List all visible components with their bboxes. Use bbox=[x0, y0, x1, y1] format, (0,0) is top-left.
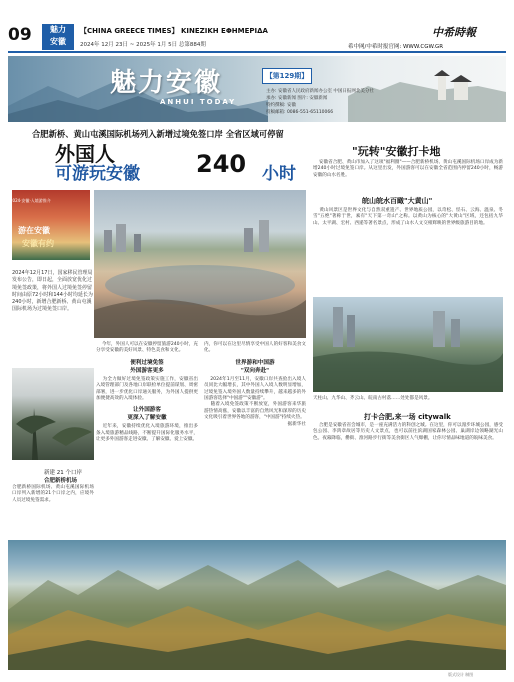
headline-line-1: 外国人 bbox=[55, 142, 115, 166]
pine-tree-icon bbox=[12, 368, 94, 460]
section-banner bbox=[8, 56, 506, 122]
header-divider bbox=[8, 51, 506, 53]
issue-badge: 【第129期】 bbox=[262, 68, 312, 84]
mountain-range-icon bbox=[8, 540, 506, 670]
mountain-panorama-photo bbox=[8, 540, 506, 670]
sidebar-body-2: 合肥是安徽省省会城市，是一座充满活力的科创之城。在这里，你可以漫步环城公园，感受包公园、李鸿章故居等历史人文景点，也可以前往滨湖国家森林公园、巢湖岸边领略湖光山色。夜幕降临，罍街、淮河路步行街等美食街区人气爆棚，让你尽情品味地道的皖味美食。 bbox=[313, 423, 503, 441]
article-subheading: 便利过境免签 外国游客更多 bbox=[130, 359, 164, 374]
lake-photo-caption: 天柱山、九华山、齐云山、皖南古村落……处处都是风景。 bbox=[313, 396, 433, 401]
headline-number: 240 bbox=[196, 150, 247, 178]
photo-caption-title: 新建 21 个口岸 bbox=[44, 470, 82, 476]
skyline-icon bbox=[313, 297, 503, 392]
article-paragraph: 随着入境免签政策不断放宽，外国游客来华旅游热情高涨，安徽以丰富的自然风光和深厚的历史文化吸引着世界各地的游客，"中国游"持续火热。 bbox=[204, 402, 306, 421]
mountain-silhouette-icon bbox=[8, 56, 506, 122]
article-subheading: 世界游和中国游 "双向奔赴" bbox=[235, 359, 275, 374]
intro-paragraph: 2024年12月17日，国家移民管理局发布公告，即日起，全面放宽优化过境免签政策，将外国人过境免签停留时间由原72小时和144小时均延长为240小时，新增合肥新桥、黄山屯溪国际机场为过境免签口岸。 bbox=[12, 270, 93, 313]
banner-credits: 主办: 安徽省人民政府新闻办公室 中国日报网北美分社 承办: 安徽新闻 图片: 安徽新闻 特约撰稿: 安徽 投稿邮箱: 0086-551-65110066 bbox=[266, 89, 374, 115]
publication-name: 【CHINA GREECE TIMES】 KINEZIKH EΦHMEPIΔA bbox=[80, 27, 268, 35]
sidebar-body-1: 黄山风景区是世界文化与自然双重遗产、世界地质公园，以奇松、怪石、云海、温泉、冬雪"五绝"著称于世，素有"天下第一奇山"之称。以黄山为核心的"大黄山"区域，还包括九华山、太平湖、宏村、西递等著名景点，形成了山水人文交相辉映的世界级旅游目的地。 bbox=[313, 208, 503, 226]
sidebar-title: "玩转"安徽打卡地 bbox=[352, 145, 441, 158]
article-paragraph: 今年，外国人可以在安徽停留旅游240小时，充分享受安徽的美好风景、特色美食和文化。 bbox=[96, 342, 198, 354]
article-column-a bbox=[96, 342, 198, 444]
issue-date: 2024年 12月 23日 ~ 2025年 1月 5日 总第884期 bbox=[80, 42, 206, 48]
section-label: 魅力 安徽 bbox=[42, 24, 74, 50]
headline-unit: 小时 bbox=[262, 164, 296, 184]
article-paragraph: 近年来，安徽持续优化入境旅游环境，推出多条入境旅游精品线路，不断提升国际化服务水平，让更多外国游客走进安徽、了解安徽、爱上安徽。 bbox=[96, 424, 198, 443]
city-skyline-icon bbox=[94, 190, 306, 338]
headline-kicker: 合肥新桥、黄山屯溪国际机场列入新增过境免签口岸 全省区域可停留 bbox=[32, 129, 284, 139]
promo-image-caption: 2024·安徽·入境游推介 bbox=[10, 198, 51, 203]
newspaper-logo: 中希時報 bbox=[432, 26, 476, 39]
article-paragraph: 2024年1月至11月，安徽口岸共查验出入境人员同比大幅增长，其中外国人入境人数明显增加，过境免签入境外国人数量持续攀升，越来越多的外国游客选择"中国游""安徽游"。 bbox=[204, 376, 307, 402]
banner-subtitle: ANHUI TODAY bbox=[160, 98, 237, 106]
airport-photo bbox=[12, 368, 94, 460]
city-photo bbox=[94, 190, 306, 338]
article-paragraph: 为全力做好过境免签政策实施工作，安徽省出入境管理部门及各地口岸联检单位提前谋划、周密部署，进一步优化口岸通关服务，为外国人提供更加便捷高效的入境体验。 bbox=[96, 376, 198, 402]
article-source: 据新华社 bbox=[287, 421, 306, 427]
photo-caption-name: 合肥新桥机场 bbox=[44, 478, 78, 484]
photo-caption-text: 合肥新桥国际机场、黄山屯溪国际机场口岸列入新增的21个口岸之内，应境外人员过境免签需求。 bbox=[12, 485, 94, 503]
article-subheading: 让外国游客 更深入了解安徽 bbox=[127, 407, 167, 422]
footer-credit: 版式设计 制图 bbox=[448, 672, 474, 677]
promo-image-title-1: 游在安徽 bbox=[18, 226, 50, 235]
article-paragraph: 内，你可以在这里尽情享受中国人的好客和美食文化。 bbox=[204, 342, 306, 354]
article-column-b bbox=[204, 342, 306, 428]
promo-image-title-2: 安徽有约 bbox=[22, 239, 54, 248]
sidebar-lead: 安徽省合肥、黄山市加入了这项"福利圈"——合肥新桥机场、黄山屯溪国际机场口岸成为新增240小时过境免签口岸。从这里出发，外国游客可以在安徽全省范围内停留240小时，畅游安徽的山水名胜。 bbox=[313, 160, 504, 178]
sidebar-subheading-2: 打卡合肥,来一场 citywalk bbox=[364, 413, 451, 421]
sidebar-subheading-1: 皖山皖水百瞰"大黄山" bbox=[362, 197, 433, 205]
banner-title: 魅力安徽 bbox=[110, 68, 223, 98]
website-line: 希中网/中希时报官网: WWW.CGW.GR bbox=[348, 44, 444, 50]
page-number: 09 bbox=[8, 25, 32, 45]
headline-line-2: 可游玩安徽 bbox=[55, 164, 140, 184]
lake-city-photo bbox=[313, 297, 503, 392]
